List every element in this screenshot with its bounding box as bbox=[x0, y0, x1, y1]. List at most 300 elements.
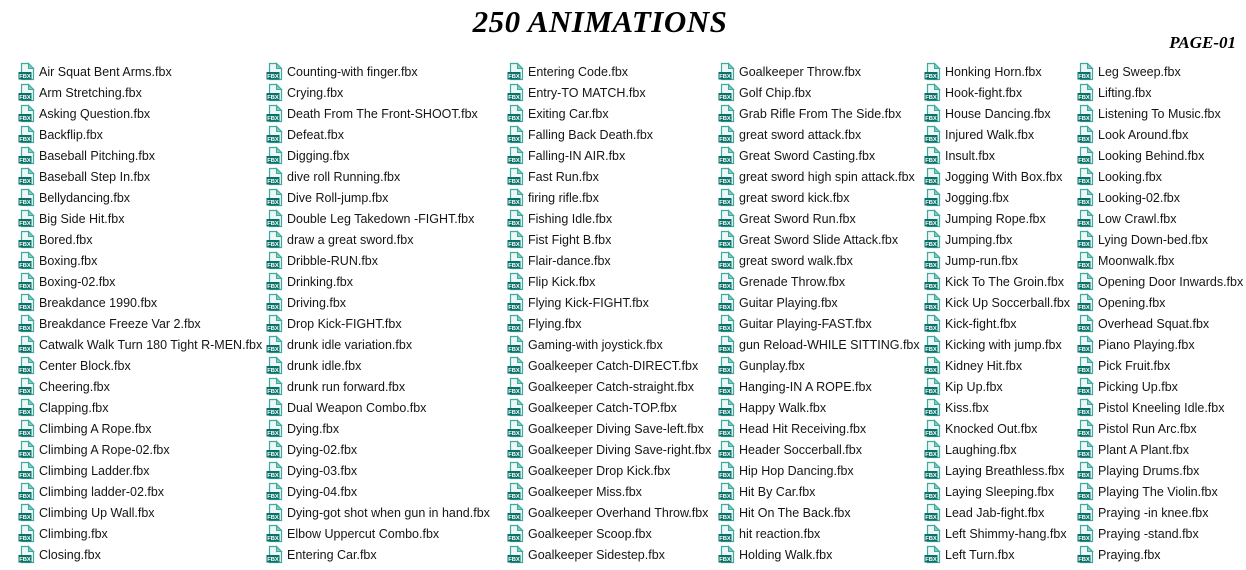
file-item[interactable] bbox=[718, 292, 920, 313]
file-item[interactable] bbox=[266, 271, 490, 292]
file-item[interactable] bbox=[18, 439, 262, 460]
svg-text:FBX: FBX bbox=[267, 389, 279, 395]
file-item[interactable] bbox=[924, 439, 1070, 460]
file-item[interactable] bbox=[507, 103, 711, 124]
file-name: Clapping.fbx bbox=[39, 400, 109, 415]
fbx-file-icon bbox=[507, 419, 524, 438]
fbx-file-icon bbox=[718, 335, 735, 354]
file-name: Hook-fight.fbx bbox=[945, 85, 1023, 100]
file-item[interactable] bbox=[266, 82, 490, 103]
svg-text:FBX: FBX bbox=[925, 410, 937, 416]
svg-text:FBX: FBX bbox=[508, 431, 520, 437]
file-name: Lead Jab-fight.fbx bbox=[945, 505, 1045, 520]
fbx-file-icon bbox=[266, 419, 283, 438]
file-item[interactable] bbox=[266, 481, 490, 502]
fbx-file-icon bbox=[18, 398, 35, 417]
fbx-file-icon bbox=[924, 125, 941, 144]
file-name: Bored.fbx bbox=[39, 232, 93, 247]
svg-text:FBX: FBX bbox=[19, 431, 31, 437]
fbx-file-icon bbox=[1077, 272, 1094, 291]
file-item[interactable] bbox=[924, 418, 1070, 439]
file-name: Head Hit Receiving.fbx bbox=[739, 421, 867, 436]
svg-text:FBX: FBX bbox=[719, 557, 731, 563]
fbx-file-icon bbox=[507, 251, 524, 270]
file-item[interactable] bbox=[718, 355, 920, 376]
file-item[interactable] bbox=[924, 292, 1070, 313]
svg-text:FBX: FBX bbox=[508, 137, 520, 143]
file-column bbox=[718, 61, 920, 565]
file-item[interactable] bbox=[1077, 229, 1243, 250]
file-item[interactable] bbox=[1077, 166, 1243, 187]
file-name: Pistol Kneeling Idle.fbx bbox=[1098, 400, 1225, 415]
file-item[interactable] bbox=[1077, 208, 1243, 229]
svg-text:FBX: FBX bbox=[19, 284, 31, 290]
file-item[interactable] bbox=[924, 250, 1070, 271]
file-name: Entering Car.fbx bbox=[287, 547, 377, 562]
file-item[interactable] bbox=[1077, 271, 1243, 292]
svg-text:FBX: FBX bbox=[508, 515, 520, 521]
file-item[interactable] bbox=[924, 397, 1070, 418]
file-item[interactable] bbox=[718, 334, 920, 355]
file-name: Breakdance 1990.fbx bbox=[39, 295, 158, 310]
file-name: Guitar Playing-FAST.fbx bbox=[739, 316, 872, 331]
fbx-file-icon bbox=[718, 524, 735, 543]
file-item[interactable] bbox=[507, 250, 711, 271]
file-item[interactable] bbox=[266, 229, 490, 250]
file-name: Golf Chip.fbx bbox=[739, 85, 812, 100]
fbx-file-icon bbox=[266, 230, 283, 249]
fbx-file-icon bbox=[18, 188, 35, 207]
file-name: Catwalk Walk Turn 180 Tight R-MEN.fbx bbox=[39, 337, 263, 352]
file-item[interactable] bbox=[924, 208, 1070, 229]
fbx-file-icon bbox=[1077, 419, 1094, 438]
file-item[interactable] bbox=[718, 208, 920, 229]
svg-text:FBX: FBX bbox=[19, 95, 31, 101]
file-item[interactable] bbox=[718, 271, 920, 292]
file-item[interactable] bbox=[507, 145, 711, 166]
file-item[interactable] bbox=[1077, 145, 1243, 166]
file-item[interactable] bbox=[266, 208, 490, 229]
fbx-file-icon bbox=[507, 524, 524, 543]
fbx-file-icon bbox=[18, 545, 35, 564]
file-item[interactable] bbox=[266, 250, 490, 271]
svg-text:FBX: FBX bbox=[267, 305, 279, 311]
file-name: Pick Fruit.fbx bbox=[1098, 358, 1171, 373]
file-item[interactable] bbox=[924, 271, 1070, 292]
fbx-file-icon bbox=[18, 104, 35, 123]
file-item[interactable] bbox=[507, 397, 711, 418]
fbx-file-icon bbox=[507, 335, 524, 354]
file-item[interactable] bbox=[507, 544, 711, 565]
fbx-file-icon bbox=[1077, 461, 1094, 480]
file-item[interactable] bbox=[718, 376, 920, 397]
fbx-file-icon bbox=[507, 167, 524, 186]
svg-text:FBX: FBX bbox=[19, 137, 31, 143]
file-item[interactable] bbox=[1077, 292, 1243, 313]
fbx-file-icon bbox=[18, 125, 35, 144]
svg-text:FBX: FBX bbox=[267, 137, 279, 143]
file-item[interactable] bbox=[18, 124, 262, 145]
file-item[interactable] bbox=[18, 250, 262, 271]
svg-text:FBX: FBX bbox=[1078, 431, 1090, 437]
file-item[interactable] bbox=[507, 313, 711, 334]
file-item[interactable] bbox=[18, 523, 262, 544]
file-item[interactable] bbox=[18, 82, 262, 103]
file-item[interactable] bbox=[1077, 439, 1243, 460]
file-item[interactable] bbox=[266, 355, 490, 376]
file-item[interactable] bbox=[507, 355, 711, 376]
svg-text:FBX: FBX bbox=[1078, 368, 1090, 374]
file-item[interactable] bbox=[1077, 544, 1243, 565]
file-item[interactable] bbox=[18, 292, 262, 313]
svg-text:FBX: FBX bbox=[1078, 200, 1090, 206]
svg-text:FBX: FBX bbox=[925, 95, 937, 101]
file-item[interactable] bbox=[718, 544, 920, 565]
svg-text:FBX: FBX bbox=[1078, 389, 1090, 395]
svg-text:FBX: FBX bbox=[267, 452, 279, 458]
file-item[interactable] bbox=[18, 187, 262, 208]
svg-text:FBX: FBX bbox=[925, 536, 937, 542]
file-item[interactable] bbox=[718, 250, 920, 271]
file-item[interactable] bbox=[507, 292, 711, 313]
file-item[interactable] bbox=[507, 166, 711, 187]
svg-text:FBX: FBX bbox=[719, 263, 731, 269]
fbx-file-icon bbox=[18, 503, 35, 522]
file-column bbox=[266, 61, 490, 565]
file-item[interactable] bbox=[18, 334, 262, 355]
file-item[interactable] bbox=[1077, 250, 1243, 271]
file-item[interactable] bbox=[1077, 481, 1243, 502]
fbx-file-icon bbox=[18, 209, 35, 228]
svg-text:FBX: FBX bbox=[508, 179, 520, 185]
file-item[interactable] bbox=[507, 376, 711, 397]
file-item[interactable] bbox=[924, 61, 1070, 82]
file-item[interactable] bbox=[924, 523, 1070, 544]
file-item[interactable] bbox=[507, 502, 711, 523]
fbx-file-icon bbox=[924, 440, 941, 459]
file-item[interactable] bbox=[718, 418, 920, 439]
file-name: Gaming-with joystick.fbx bbox=[528, 337, 663, 352]
fbx-file-icon bbox=[266, 356, 283, 375]
file-item[interactable] bbox=[507, 439, 711, 460]
file-item[interactable] bbox=[266, 418, 490, 439]
file-item[interactable] bbox=[266, 334, 490, 355]
svg-text:FBX: FBX bbox=[508, 557, 520, 563]
file-name: Climbing A Rope-02.fbx bbox=[39, 442, 170, 457]
file-item[interactable] bbox=[266, 187, 490, 208]
file-item[interactable] bbox=[924, 313, 1070, 334]
file-item[interactable] bbox=[718, 313, 920, 334]
file-name: Dying-03.fbx bbox=[287, 463, 358, 478]
svg-text:FBX: FBX bbox=[19, 410, 31, 416]
page-number-label: PAGE-01 bbox=[1169, 33, 1236, 52]
file-item[interactable] bbox=[924, 145, 1070, 166]
file-name: Lifting.fbx bbox=[1098, 85, 1152, 100]
file-name: Arm Stretching.fbx bbox=[39, 85, 142, 100]
file-item[interactable] bbox=[718, 124, 920, 145]
file-item[interactable] bbox=[718, 523, 920, 544]
file-item[interactable] bbox=[18, 544, 262, 565]
fbx-file-icon bbox=[266, 377, 283, 396]
file-item[interactable] bbox=[266, 439, 490, 460]
file-item[interactable] bbox=[924, 355, 1070, 376]
svg-text:FBX: FBX bbox=[508, 389, 520, 395]
svg-text:FBX: FBX bbox=[508, 410, 520, 416]
file-item[interactable] bbox=[507, 418, 711, 439]
file-item[interactable] bbox=[1077, 61, 1243, 82]
fbx-file-icon bbox=[924, 104, 941, 123]
svg-text:FBX: FBX bbox=[19, 473, 31, 479]
file-item[interactable] bbox=[507, 187, 711, 208]
fbx-file-icon bbox=[507, 125, 524, 144]
file-name: Air Squat Bent Arms.fbx bbox=[39, 64, 172, 79]
svg-text:FBX: FBX bbox=[19, 263, 31, 269]
file-item[interactable] bbox=[266, 145, 490, 166]
file-item[interactable] bbox=[266, 124, 490, 145]
svg-text:FBX: FBX bbox=[1078, 242, 1090, 248]
file-item[interactable] bbox=[507, 208, 711, 229]
file-name: Dual Weapon Combo.fbx bbox=[287, 400, 427, 415]
file-item[interactable] bbox=[18, 103, 262, 124]
svg-text:FBX: FBX bbox=[719, 305, 731, 311]
file-item[interactable] bbox=[924, 187, 1070, 208]
file-name: great sword kick.fbx bbox=[739, 190, 850, 205]
fbx-file-icon bbox=[18, 377, 35, 396]
fbx-file-icon bbox=[18, 272, 35, 291]
file-item[interactable] bbox=[1077, 124, 1243, 145]
file-name: Looking Behind.fbx bbox=[1098, 148, 1205, 163]
file-name: Dying.fbx bbox=[287, 421, 340, 436]
svg-text:FBX: FBX bbox=[508, 494, 520, 500]
svg-text:FBX: FBX bbox=[267, 263, 279, 269]
file-item[interactable] bbox=[924, 229, 1070, 250]
page-title: 250 ANIMATIONS bbox=[472, 4, 728, 39]
file-item[interactable] bbox=[18, 418, 262, 439]
fbx-file-icon bbox=[266, 545, 283, 564]
file-item[interactable] bbox=[266, 103, 490, 124]
file-name: Crying.fbx bbox=[287, 85, 344, 100]
file-item[interactable] bbox=[18, 61, 262, 82]
svg-text:FBX: FBX bbox=[267, 347, 279, 353]
svg-text:FBX: FBX bbox=[1078, 305, 1090, 311]
svg-text:FBX: FBX bbox=[1078, 452, 1090, 458]
svg-text:FBX: FBX bbox=[719, 494, 731, 500]
file-item[interactable] bbox=[924, 544, 1070, 565]
file-item[interactable] bbox=[507, 481, 711, 502]
file-name: Dribble-RUN.fbx bbox=[287, 253, 378, 268]
svg-text:FBX: FBX bbox=[719, 326, 731, 332]
file-item[interactable] bbox=[1077, 82, 1243, 103]
file-name: draw a great sword.fbx bbox=[287, 232, 414, 247]
file-item[interactable] bbox=[924, 334, 1070, 355]
file-name: Dying-02.fbx bbox=[287, 442, 358, 457]
file-name: Baseball Step In.fbx bbox=[39, 169, 151, 184]
file-item[interactable] bbox=[718, 481, 920, 502]
svg-text:FBX: FBX bbox=[1078, 557, 1090, 563]
file-item[interactable] bbox=[924, 460, 1070, 481]
file-item[interactable] bbox=[507, 82, 711, 103]
file-item[interactable] bbox=[718, 397, 920, 418]
fbx-file-icon bbox=[507, 230, 524, 249]
file-item[interactable] bbox=[18, 502, 262, 523]
svg-text:FBX: FBX bbox=[19, 221, 31, 227]
fbx-file-icon bbox=[507, 440, 524, 459]
file-name: Asking Question.fbx bbox=[39, 106, 151, 121]
file-item[interactable] bbox=[924, 82, 1070, 103]
svg-text:FBX: FBX bbox=[19, 389, 31, 395]
file-item[interactable] bbox=[266, 502, 490, 523]
fbx-file-icon bbox=[18, 335, 35, 354]
file-item[interactable] bbox=[1077, 355, 1243, 376]
file-item[interactable] bbox=[18, 229, 262, 250]
fbx-file-icon bbox=[18, 146, 35, 165]
svg-text:FBX: FBX bbox=[508, 263, 520, 269]
file-item[interactable] bbox=[718, 187, 920, 208]
file-item[interactable] bbox=[266, 460, 490, 481]
file-item[interactable] bbox=[266, 544, 490, 565]
file-item[interactable] bbox=[18, 355, 262, 376]
svg-text:FBX: FBX bbox=[719, 452, 731, 458]
file-name: Kick Up Soccerball.fbx bbox=[945, 295, 1071, 310]
file-name: Grenade Throw.fbx bbox=[739, 274, 846, 289]
file-item[interactable] bbox=[266, 397, 490, 418]
svg-text:FBX: FBX bbox=[719, 242, 731, 248]
svg-text:FBX: FBX bbox=[925, 305, 937, 311]
file-item[interactable] bbox=[1077, 103, 1243, 124]
fbx-file-icon bbox=[1077, 83, 1094, 102]
file-item[interactable] bbox=[507, 61, 711, 82]
svg-text:FBX: FBX bbox=[925, 389, 937, 395]
file-name: Goalkeeper Throw.fbx bbox=[739, 64, 862, 79]
file-name: Climbing ladder-02.fbx bbox=[39, 484, 165, 499]
file-item[interactable] bbox=[718, 229, 920, 250]
file-item[interactable] bbox=[18, 460, 262, 481]
file-item[interactable] bbox=[18, 145, 262, 166]
file-name: Hip Hop Dancing.fbx bbox=[739, 463, 854, 478]
file-name: Jumping Rope.fbx bbox=[945, 211, 1046, 226]
fbx-file-icon bbox=[507, 62, 524, 81]
file-item[interactable] bbox=[1077, 460, 1243, 481]
fbx-file-icon bbox=[507, 272, 524, 291]
file-item[interactable] bbox=[924, 124, 1070, 145]
file-item[interactable] bbox=[18, 313, 262, 334]
fbx-file-icon bbox=[718, 251, 735, 270]
file-item[interactable] bbox=[924, 103, 1070, 124]
fbx-file-icon bbox=[924, 482, 941, 501]
file-name: House Dancing.fbx bbox=[945, 106, 1051, 121]
file-name: Kip Up.fbx bbox=[945, 379, 1003, 394]
fbx-file-icon bbox=[924, 461, 941, 480]
file-item[interactable] bbox=[718, 82, 920, 103]
file-item[interactable] bbox=[507, 229, 711, 250]
file-item[interactable] bbox=[1077, 523, 1243, 544]
file-column bbox=[1077, 61, 1243, 565]
file-name: Knocked Out.fbx bbox=[945, 421, 1038, 436]
file-item[interactable] bbox=[18, 397, 262, 418]
svg-text:FBX: FBX bbox=[19, 494, 31, 500]
file-item[interactable] bbox=[718, 61, 920, 82]
file-item[interactable] bbox=[924, 481, 1070, 502]
file-item[interactable] bbox=[266, 376, 490, 397]
fbx-file-icon bbox=[1077, 251, 1094, 270]
file-name: Opening Door Inwards.fbx bbox=[1098, 274, 1244, 289]
file-item[interactable] bbox=[266, 523, 490, 544]
file-item[interactable] bbox=[718, 166, 920, 187]
file-name: Look Around.fbx bbox=[1098, 127, 1189, 142]
file-item[interactable] bbox=[924, 502, 1070, 523]
svg-text:FBX: FBX bbox=[267, 410, 279, 416]
file-item[interactable] bbox=[18, 271, 262, 292]
fbx-file-icon bbox=[18, 62, 35, 81]
file-item[interactable] bbox=[1077, 313, 1243, 334]
file-item[interactable] bbox=[924, 376, 1070, 397]
svg-text:FBX: FBX bbox=[508, 116, 520, 122]
svg-text:FBX: FBX bbox=[719, 347, 731, 353]
file-item[interactable] bbox=[1077, 418, 1243, 439]
file-item[interactable] bbox=[507, 460, 711, 481]
file-item[interactable] bbox=[1077, 397, 1243, 418]
file-name: Goalkeeper Diving Save-left.fbx bbox=[528, 421, 704, 436]
file-item[interactable] bbox=[507, 523, 711, 544]
file-item[interactable] bbox=[718, 439, 920, 460]
file-item[interactable] bbox=[18, 481, 262, 502]
file-item[interactable] bbox=[507, 334, 711, 355]
file-name: Exiting Car.fbx bbox=[528, 106, 609, 121]
fbx-file-icon bbox=[718, 440, 735, 459]
fbx-file-icon bbox=[266, 188, 283, 207]
svg-text:FBX: FBX bbox=[925, 200, 937, 206]
file-item[interactable] bbox=[1077, 334, 1243, 355]
svg-text:FBX: FBX bbox=[508, 536, 520, 542]
file-item[interactable] bbox=[718, 103, 920, 124]
fbx-file-icon bbox=[924, 167, 941, 186]
file-item[interactable] bbox=[1077, 502, 1243, 523]
svg-text:FBX: FBX bbox=[925, 158, 937, 164]
file-item[interactable] bbox=[18, 208, 262, 229]
fbx-file-icon bbox=[718, 356, 735, 375]
file-name: Boxing.fbx bbox=[39, 253, 98, 268]
file-item[interactable] bbox=[18, 166, 262, 187]
file-item[interactable] bbox=[18, 376, 262, 397]
fbx-file-icon bbox=[924, 356, 941, 375]
fbx-file-icon bbox=[718, 482, 735, 501]
file-item[interactable] bbox=[1077, 187, 1243, 208]
file-item[interactable] bbox=[266, 292, 490, 313]
file-item[interactable] bbox=[718, 502, 920, 523]
file-item[interactable] bbox=[507, 271, 711, 292]
fbx-file-icon bbox=[266, 62, 283, 81]
svg-text:FBX: FBX bbox=[925, 368, 937, 374]
fbx-file-icon bbox=[266, 293, 283, 312]
fbx-file-icon bbox=[924, 524, 941, 543]
file-item[interactable] bbox=[266, 313, 490, 334]
svg-text:FBX: FBX bbox=[19, 368, 31, 374]
file-item[interactable] bbox=[266, 61, 490, 82]
fbx-file-icon bbox=[266, 104, 283, 123]
fbx-file-icon bbox=[718, 419, 735, 438]
svg-text:FBX: FBX bbox=[19, 326, 31, 332]
fbx-file-icon bbox=[18, 440, 35, 459]
fbx-file-icon bbox=[266, 272, 283, 291]
file-item[interactable] bbox=[718, 145, 920, 166]
file-item[interactable] bbox=[924, 166, 1070, 187]
fbx-file-icon bbox=[718, 83, 735, 102]
fbx-file-icon bbox=[1077, 545, 1094, 564]
file-item[interactable] bbox=[266, 166, 490, 187]
file-item[interactable] bbox=[507, 124, 711, 145]
file-item[interactable] bbox=[718, 460, 920, 481]
file-item[interactable] bbox=[1077, 376, 1243, 397]
